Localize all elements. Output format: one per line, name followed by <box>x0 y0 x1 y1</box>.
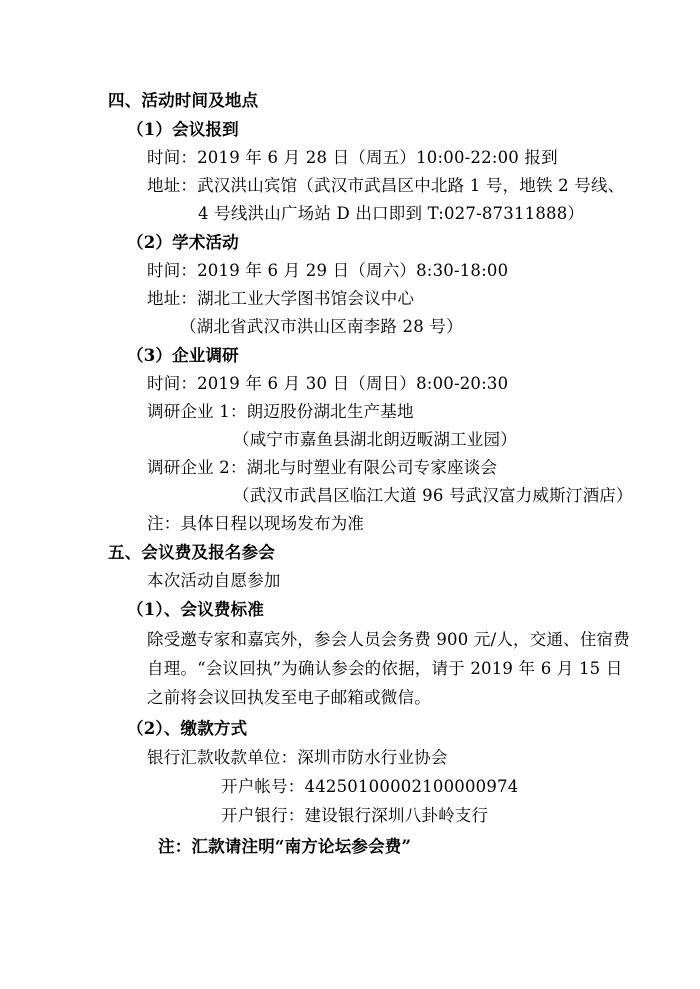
fee-line3: 之前将会议回执发至电子邮箱或微信。 <box>147 688 431 707</box>
academic-heading: （2）学术活动 <box>127 233 239 252</box>
payment-heading: （2）、缴款方式 <box>127 719 248 738</box>
payment-account: 开户帐号：44250100002100000974 <box>221 777 519 796</box>
research-heading: （3）企业调研 <box>127 346 239 365</box>
fee-heading: （1）、会议费标准 <box>127 600 265 619</box>
research-time: 时间：2019 年 6 月 30 日（周日）8:00-20:30 <box>147 374 509 393</box>
research-company1-address: （咸宁市嘉鱼县湖北朗迈畈湖工业园） <box>233 430 517 449</box>
fee-line1: 除受邀专家和嘉宾外，参会人员会务费 900 元/人，交通、住宿费 <box>147 630 630 649</box>
academic-time: 时间：2019 年 6 月 29 日（周六）8:30-18:00 <box>147 261 509 280</box>
registration-heading: （1）会议报到 <box>127 120 239 139</box>
section4-heading: 四、活动时间及地点 <box>108 91 259 110</box>
schedule-note: 注：具体日程以现场发布为准 <box>147 514 365 533</box>
research-company1: 调研企业 1：朗迈股份湖北生产基地 <box>147 402 414 421</box>
payment-bank: 开户银行：建设银行深圳八卦岭支行 <box>221 806 489 825</box>
section5-heading: 五、会议费及报名参会 <box>108 543 275 562</box>
research-company2: 调研企业 2：湖北与时塑业有限公司专家座谈会 <box>147 458 498 477</box>
academic-address-line2: （湖北省武汉市洪山区南李路 28 号） <box>180 317 463 336</box>
payment-note: 注：汇款请注明“南方论坛参会费” <box>158 837 412 856</box>
fee-line2: 自理。“会议回执”为确认参会的依据，请于 2019 年 6 月 15 日 <box>147 659 623 678</box>
registration-address-line1: 地址：武汉洪山宾馆（武汉市武昌区中北路 1 号，地铁 2 号线、 <box>147 176 625 195</box>
academic-address-line1: 地址：湖北工业大学图书馆会议中心 <box>147 289 415 308</box>
registration-time: 时间：2019 年 6 月 28 日（周五）10:00-22:00 报到 <box>147 148 558 167</box>
registration-address-line2: 4 号线洪山广场站 D 出口即到 T:027-87311888） <box>198 204 585 223</box>
payment-payee: 银行汇款收款单位：深圳市防水行业协会 <box>147 748 448 767</box>
section5-intro: 本次活动自愿参加 <box>147 571 281 590</box>
research-company2-address: （武汉市武昌区临江大道 96 号武汉富力威斯汀酒店） <box>233 486 633 505</box>
